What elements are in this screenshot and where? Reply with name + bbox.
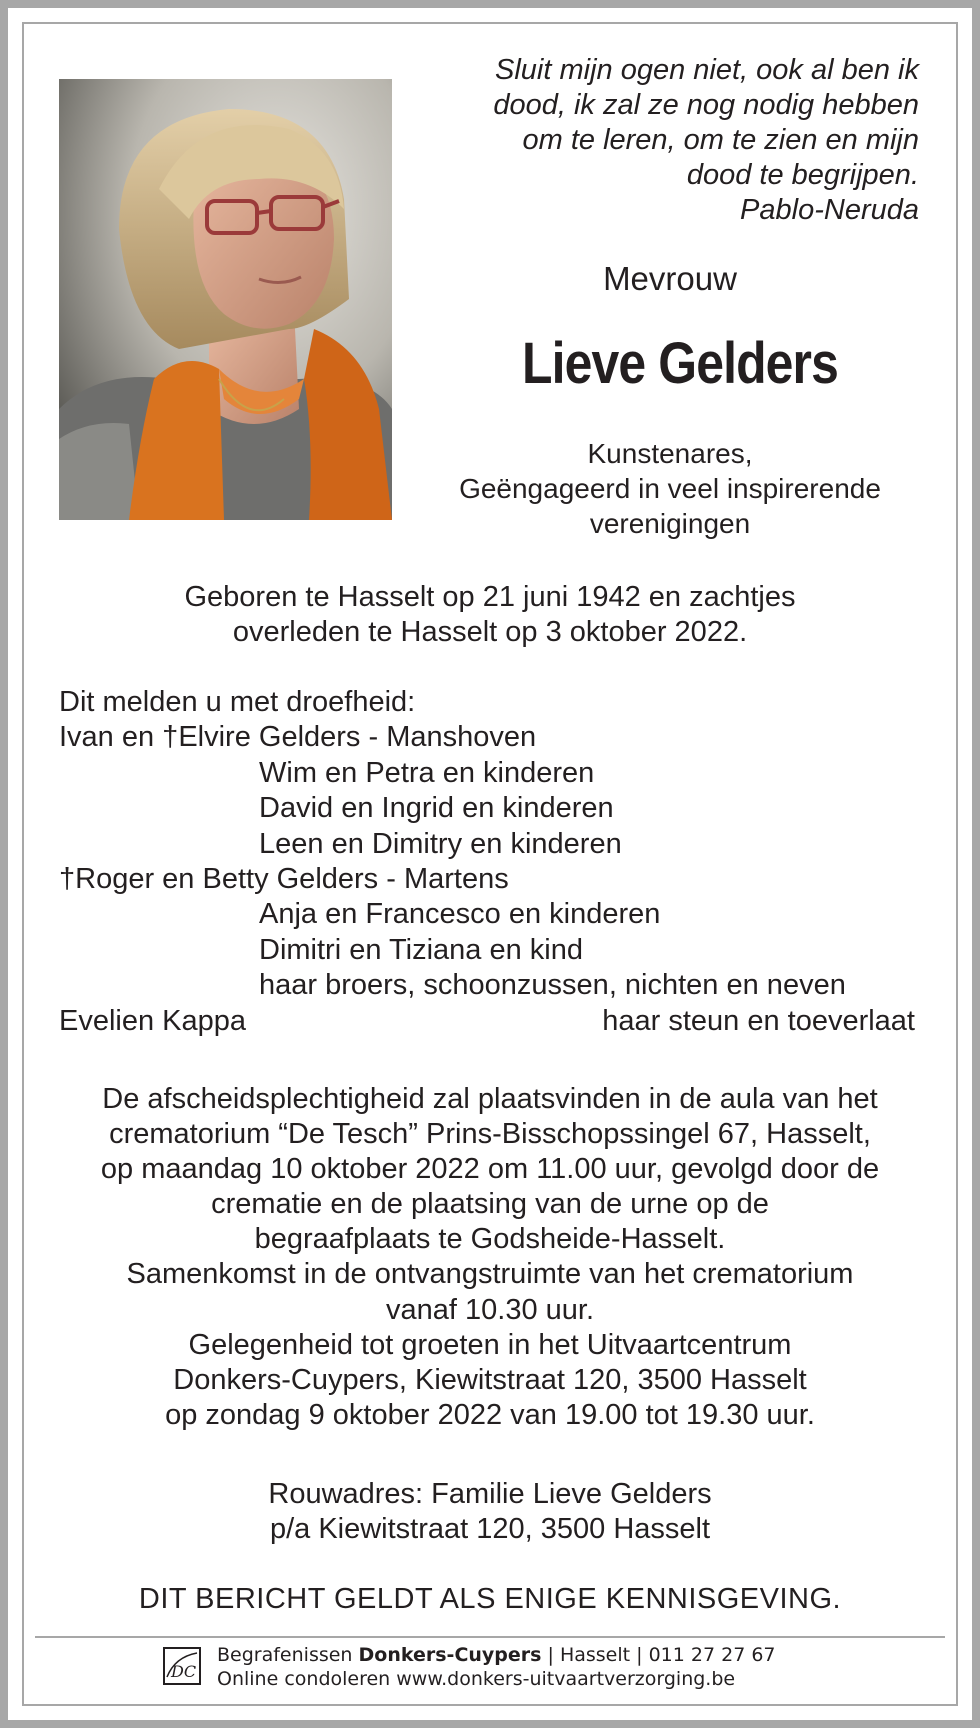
quote-line: dood te begrijpen. — [686, 159, 919, 191]
ceremony-line: op maandag 10 oktober 2022 om 11.00 uur, gevolgd door de — [100, 1153, 880, 1186]
family-row: David en Ingrid en kinderen — [259, 792, 614, 825]
quote-author: Pablo-Neruda — [740, 194, 919, 226]
footer-contact: | Hasselt | 011 27 27 67 — [547, 1644, 776, 1666]
logo-letters: DC — [171, 1662, 197, 1681]
family-row: Dimitri en Tiziana en kind — [259, 933, 583, 966]
ceremony-line: Gelegenheid tot groeten in het Uitvaartcentrum — [188, 1328, 792, 1361]
birth-line: Geboren te Hasselt op 21 juni 1942 en zachtjes — [184, 581, 796, 613]
ceremony-line: begraafplaats te Godsheide-Hasselt. — [254, 1223, 726, 1256]
profession-line: verenigingen — [589, 508, 751, 539]
ceremony-line: crematorium “De Tesch” Prins-Bisschopssingel 67, Hasselt, — [109, 1118, 871, 1151]
ceremony-line: vanaf 10.30 uur. — [386, 1293, 594, 1326]
ceremony-details — [40, 1082, 940, 1433]
ceremony-line: op zondag 9 oktober 2022 van 19.00 tot 19.30 uur. — [165, 1398, 815, 1431]
poem-quote — [399, 53, 919, 228]
footer-text — [217, 1643, 776, 1691]
ceremony-line: crematie en de plaatsing van de urne op de — [211, 1188, 769, 1221]
quote-line: Sluit mijn ogen niet, ook al ben ik — [495, 54, 919, 86]
family-row-last — [59, 1004, 921, 1039]
ceremony-line: De afscheidsplechtigheid zal plaatsvinden in de aula van het — [102, 1083, 878, 1115]
family-row: Wim en Petra en kinderen — [259, 756, 595, 789]
family-member-name: Evelien Kappa — [59, 1004, 247, 1037]
address-line: Rouwadres: Familie Lieve Gelders — [268, 1478, 712, 1510]
funeral-home-logo — [163, 1647, 201, 1685]
salutation: Mevrouw — [603, 260, 737, 297]
deceased-name: Lieve Gelders — [522, 331, 838, 396]
footer-line-1 — [217, 1643, 776, 1667]
ceremony-line: Samenkomst in de ontvangstruimte van het crematorium — [126, 1258, 854, 1291]
family-row: †Roger en Betty Gelders - Martens — [59, 862, 509, 895]
family-list — [59, 685, 921, 1039]
family-row: Ivan en †Elvire Gelders - Manshoven — [59, 721, 537, 754]
family-row: Leen en Dimitry en kinderen — [259, 827, 622, 860]
family-row: haar broers, schoonzussen, nichten en neven — [259, 969, 846, 1002]
ceremony-line: Donkers-Cuypers, Kiewitstraat 120, 3500 Hasselt — [173, 1363, 807, 1396]
quote-line: dood, ik zal ze nog nodig hebben — [493, 89, 919, 121]
address-line: p/a Kiewitstraat 120, 3500 Hasselt — [269, 1513, 711, 1545]
birth-death-statement — [40, 580, 940, 650]
profession-description — [420, 436, 920, 541]
family-row: Anja en Francesco en kinderen — [259, 898, 661, 931]
mourning-address — [40, 1477, 940, 1547]
profession-line: Kunstenares, — [587, 438, 753, 469]
footer-line-2: Online condoleren www.donkers-uitvaartverzorging.be — [217, 1668, 736, 1690]
footer-prefix: Begrafenissen — [217, 1644, 353, 1666]
profession-line: Geëngageerd in veel inspirerende — [459, 473, 881, 504]
portrait-photo — [59, 79, 392, 520]
family-member-role: haar steun en toeverlaat — [602, 1004, 915, 1037]
family-intro: Dit melden u met droefheid: — [59, 686, 416, 718]
quote-line: om te leren, om te zien en mijn — [522, 124, 919, 156]
footer-divider — [35, 1636, 945, 1638]
official-notice: DIT BERICHT GELDT ALS ENIGE KENNISGEVING. — [138, 1583, 842, 1615]
death-line: overleden te Hasselt op 3 oktober 2022. — [232, 616, 748, 648]
footer-company: Donkers-Cuypers — [358, 1644, 542, 1666]
